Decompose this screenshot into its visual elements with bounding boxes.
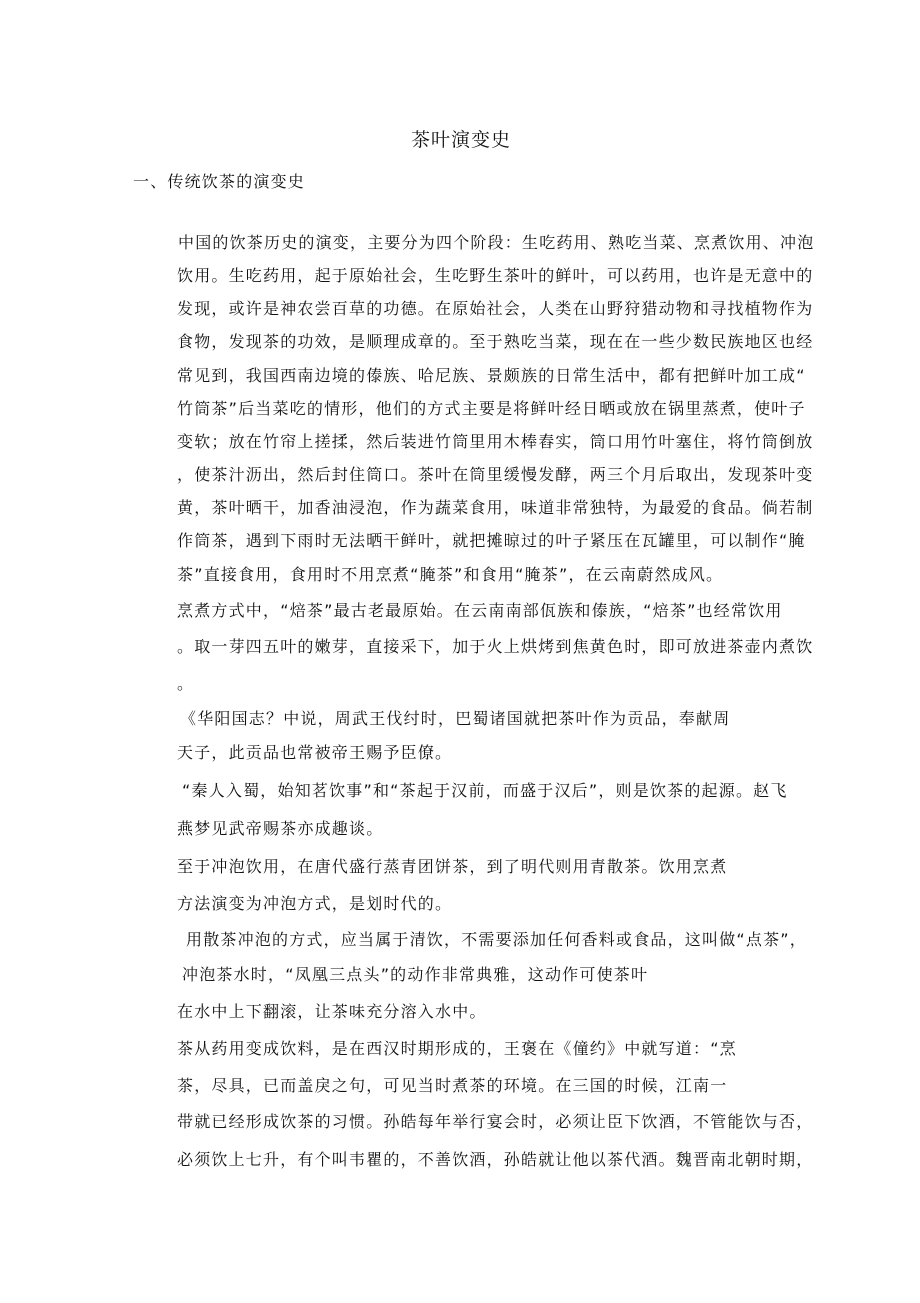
paragraph-line: 方法演变为冲泡方式，是划时代的。 [177,894,453,913]
paragraph-line: 天子，此贡品也常被帝王赐予臣僚。 [177,743,453,762]
paragraph-line: 变软；放在竹帘上搓揉，然后装进竹筒里用木棒舂实，筒口用竹叶塞住，将竹筒倒放 [177,432,814,451]
paragraph-line: 用散茶冲泡的方式，应当属于清饮，不需要添加任何香料或食品，这叫做“点茶”， [186,930,807,949]
paragraph-line: ，使茶汁沥出，然后封住筒口。茶叶在筒里缓慢发酵，两三个月后取出，发现茶叶变 [177,465,814,484]
paragraph-line: 发现，或许是神农尝百草的功德。在原始社会，人类在山野狩猎动物和寻找植物作为 [177,299,814,318]
paragraph-line: 食物，发现茶的功效，是顺理成章的。至于熟吃当菜，现在在一些少数民族地区也经 [177,332,814,351]
paragraph-line: 饮用。生吃药用，起于原始社会，生吃野生茶叶的鲜叶，可以药用，也许是无意中的 [177,266,814,285]
paragraph-line: 茶”直接食用，食用时不用烹煮“腌茶”和食用“腌茶”，在云南蔚然成风。 [177,565,724,584]
paragraph-line: 竹筒茶”后当菜吃的情形，他们的方式主要是将鲜叶经日晒或放在锅里蒸煮，使叶子 [177,399,806,418]
paragraph-line: 中国的饮茶历史的演变，主要分为四个阶段：生吃药用、熟吃当菜、烹煮饮用、冲泡 [178,233,815,252]
paragraph-line: 至于冲泡饮用，在唐代盛行蒸青团饼茶，到了明代则用青散茶。饮用烹煮 [177,857,728,876]
paragraph-line: 必须饮上七升，有个叫韦瞿的，不善饮酒，孙皓就让他以茶代酒。魏晋南北朝时期， [177,1150,814,1169]
paragraph-line: 茶，尽具，已而盖戾之句，可见当时煮茶的环境。在三国的时候，江南一 [177,1076,728,1095]
paragraph-line: “秦人入蜀，始知茗饮事”和“茶起于汉前，而盛于汉后”，则是饮茶的起源。赵飞 [182,781,788,800]
paragraph-line: 燕梦见武帝赐茶亦成趣谈。 [177,819,384,838]
section-heading: 一、传统饮茶的演变史 [133,172,306,191]
paragraph-line: 。取一芽四五叶的嫩芽，直接采下，加于火上烘烤到焦黄色时，即可放进茶壶内煮饮 [177,637,814,656]
paragraph-line: 烹煮方式中，“焙茶”最古老最原始。在云南南部佤族和傣族，“焙茶”也经常饮用 [177,601,783,620]
document-title: 茶叶演变史 [411,129,512,151]
paragraph-line: 茶从药用变成饮料，是在西汉时期形成的，王褒在《僮约》中就写道：“烹 [177,1039,737,1058]
paragraph-line: 冲泡茶水时，“凤凰三点头”的动作非常典雅，这动作可使茶叶 [182,965,649,984]
paragraph-line: 黄，茶叶晒干，加香油浸泡，作为蔬菜食用，味道非常独特，为最爱的食品。倘若制 [177,498,814,517]
paragraph-line: 常见到，我国西南边境的傣族、哈尼族、景颇族的日常生活中，都有把鲜叶加工成“ [177,366,806,385]
paragraph-line: 带就已经形成饮茶的习惯。孙皓每年举行宴会时，必须让臣下饮酒，不管能饮与否， [177,1112,814,1131]
paragraph-line: 作筒茶，遇到下雨时无法晒干鲜叶，就把摊晾过的叶子紧压在瓦罐里，可以制作“腌 [177,531,806,550]
paragraph-line: 《华阳国志？中说，周武王伐纣时，巴蜀诸国就把茶叶作为贡品，奉献周 [180,709,731,728]
paragraph-line: 。 [177,674,195,693]
paragraph-line: 在水中上下翻滚，让茶味充分溶入水中。 [177,1002,487,1021]
